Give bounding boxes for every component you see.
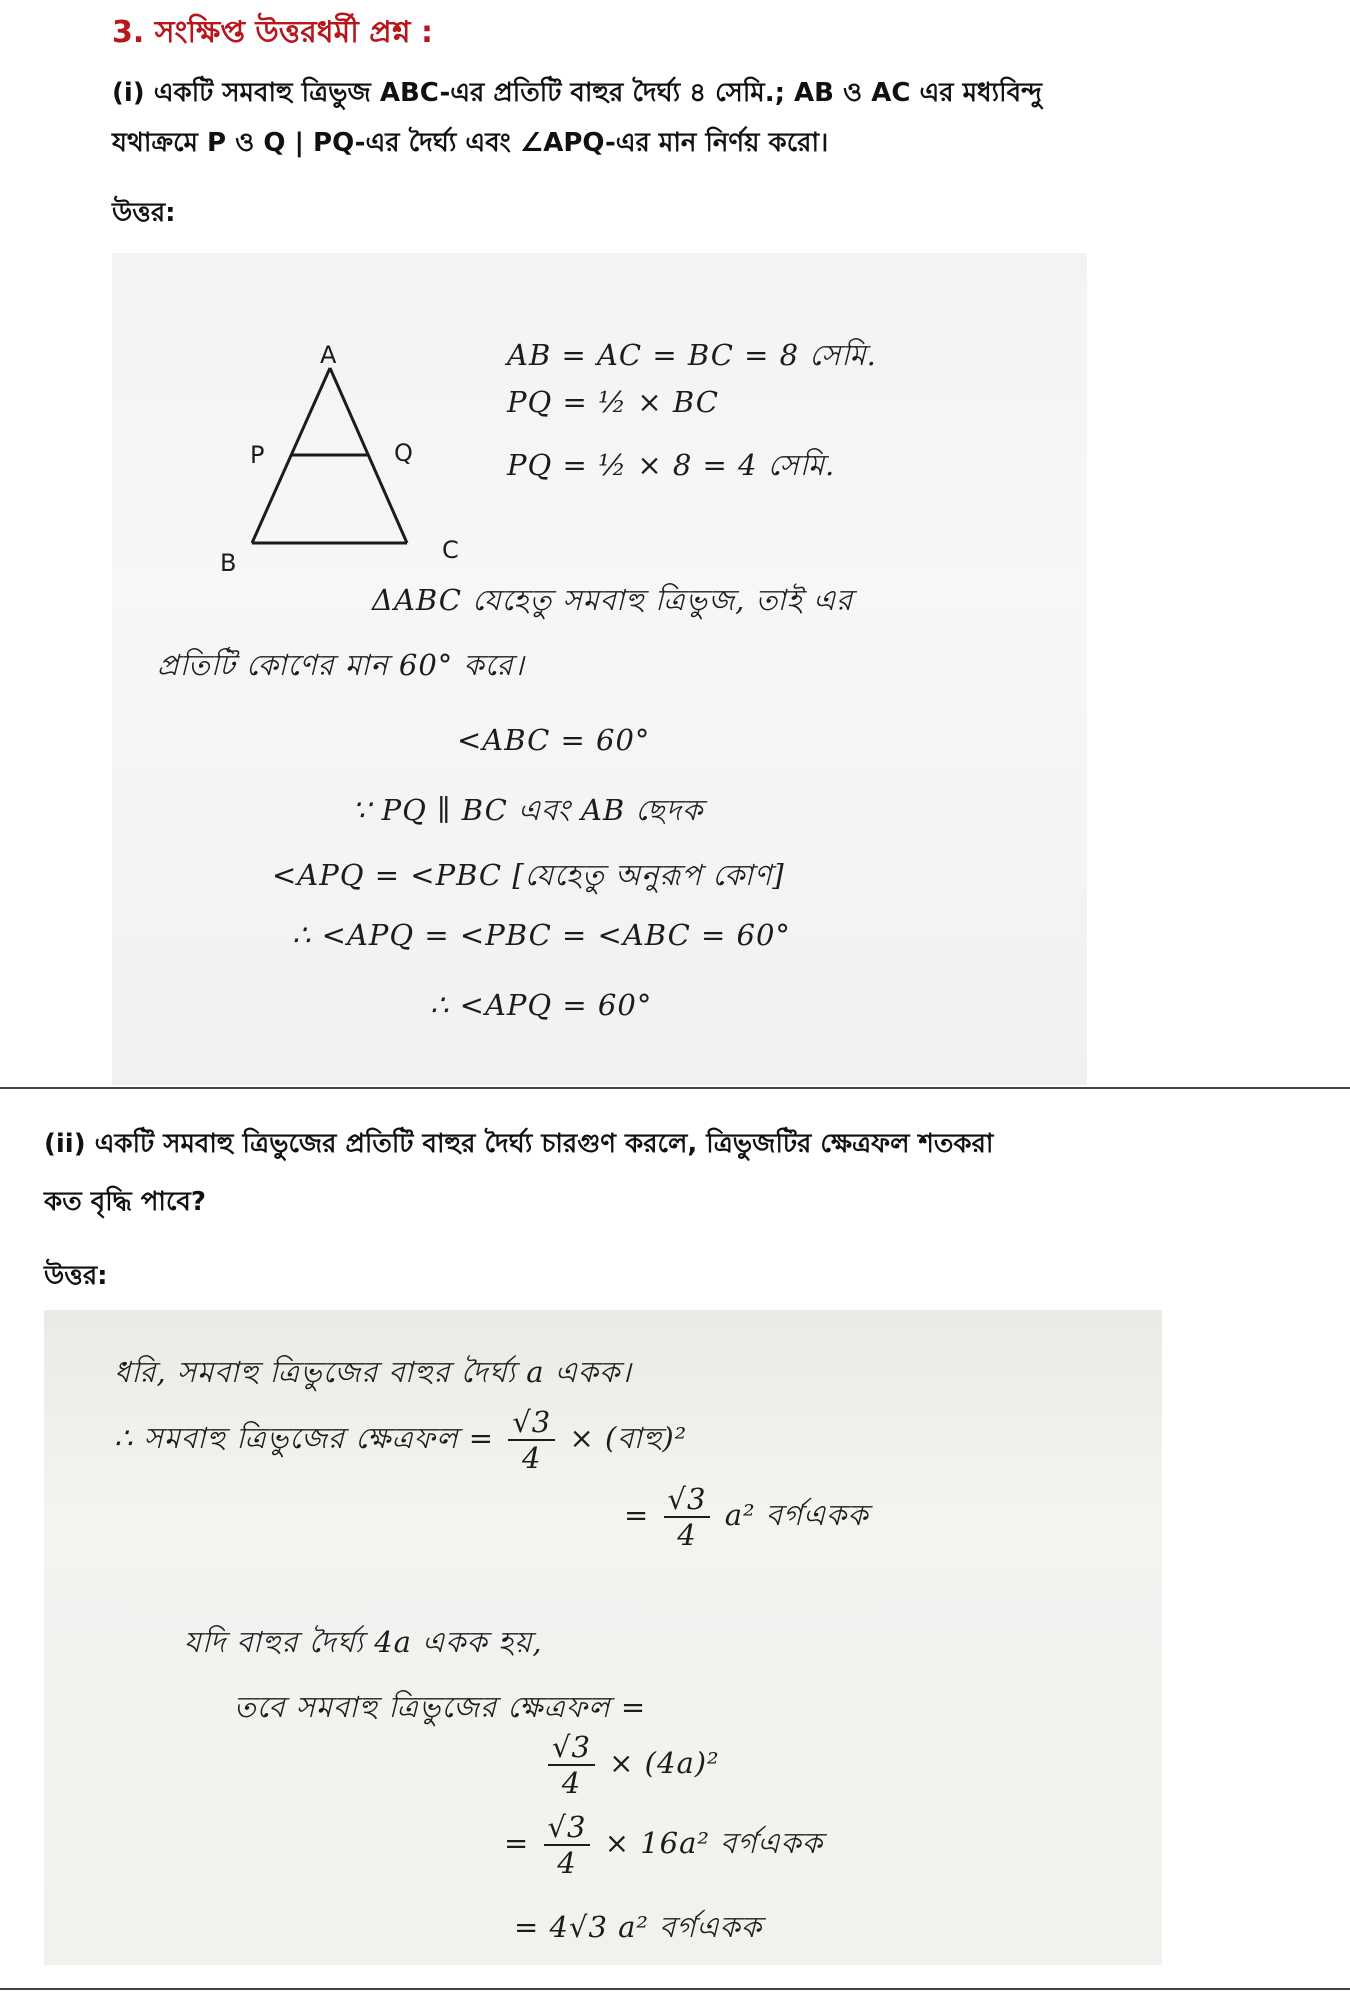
handwriting-line: যদি বাহুর দৈর্ঘ্য 4a একক হয়, xyxy=(184,1625,543,1659)
vertex-label-a: A xyxy=(320,341,337,369)
area-formula-rest: × (বাহু)² xyxy=(569,1421,688,1455)
handwriting-line: ধরি, সমবাহু ত্রিভুজের বাহুর দৈর্ঘ্য a একক। xyxy=(114,1355,632,1389)
handwriting-line: = 4√3 a² বর্গএকক xyxy=(514,1910,763,1944)
handwriting-line xyxy=(544,1730,720,1800)
equals-sign: = xyxy=(624,1498,650,1532)
triangle-diagram xyxy=(112,253,459,593)
question-2 xyxy=(44,1115,1304,1231)
answer-label-2: উত্তর: xyxy=(44,1261,108,1291)
handwriting-line: ∴ <APQ = 60° xyxy=(430,988,653,1022)
question-1 xyxy=(112,68,1262,168)
area-formula-label: ∴ সমবাহু ত্রিভুজের ক্ষেত্রফল = xyxy=(114,1421,495,1455)
answer-label-1: উত্তর: xyxy=(112,198,176,228)
handwritten-answer-2 xyxy=(44,1310,1162,1965)
fraction-denominator: 4 xyxy=(522,1441,542,1475)
area-16a2: × 16a² বর্গএকক xyxy=(604,1826,824,1860)
question-1-line-2: যথাক্রমে P ও Q | PQ-এর দৈর্ঘ্য এবং ∠APQ-এর মান নির্ণয় করো। xyxy=(112,128,829,158)
handwriting-line: ∴ <APQ = <PBC = <ABC = 60° xyxy=(292,918,791,952)
handwriting-line xyxy=(624,1482,869,1552)
handwriting-line xyxy=(504,1810,823,1880)
vertex-label-p: P xyxy=(250,441,265,469)
question-2-line-1: (ii) একটি সমবাহু ত্রিভুজের প্রতিটি বাহুর দৈর্ঘ্য চারগুণ করলে, ত্রিভুজটির ক্ষেত্রফল শতকরা xyxy=(44,1129,994,1159)
fraction-root3-over-4 xyxy=(548,1730,595,1800)
handwriting-line: AB = AC = BC = 8 সেমি. xyxy=(507,338,877,372)
handwriting-line: প্রতিটি কোণের মান 60° করে। xyxy=(157,648,525,682)
handwriting-line: PQ = ½ × BC xyxy=(507,385,719,419)
handwritten-answer-1 xyxy=(112,253,1087,1085)
fraction-denominator: 4 xyxy=(557,1846,577,1880)
handwriting-line: তবে সমবাহু ত্রিভুজের ক্ষেত্রফল = xyxy=(234,1690,647,1724)
fraction-root3-over-4 xyxy=(664,1482,711,1552)
fraction-numerator: √3 xyxy=(548,1730,595,1766)
vertex-label-b: B xyxy=(220,549,237,577)
handwriting-line xyxy=(114,1405,687,1475)
fraction-numerator: √3 xyxy=(508,1405,555,1441)
section-divider xyxy=(0,1087,1350,1089)
handwriting-line: <APQ = <PBC [যেহেতু অনুরূপ কোণ] xyxy=(272,858,785,892)
area-formula-4a: × (4a)² xyxy=(609,1746,720,1780)
equals-sign: = xyxy=(504,1826,530,1860)
area-result: a² বর্গএকক xyxy=(724,1498,869,1532)
vertex-label-q: Q xyxy=(394,439,413,467)
question-1-line-1: (i) একটি সমবাহু ত্রিভুজ ABC-এর প্রতিটি বাহুর দৈর্ঘ্য ৪ সেমি.; AB ও AC এর মধ্যবিন্দু xyxy=(112,78,1042,108)
fraction-root3-over-4 xyxy=(544,1810,591,1880)
question-2-line-2: কত বৃদ্ধি পাবে? xyxy=(44,1187,206,1217)
handwriting-line: ∵ PQ ∥ BC এবং AB ছেদক xyxy=(352,793,704,827)
fraction-denominator: 4 xyxy=(677,1518,697,1552)
fraction-numerator: √3 xyxy=(664,1482,711,1518)
handwriting-line: <ABC = 60° xyxy=(457,723,651,757)
vertex-label-c: C xyxy=(442,536,459,564)
section-divider xyxy=(0,1988,1350,1990)
handwriting-line: PQ = ½ × 8 = 4 সেমি. xyxy=(507,448,836,482)
handwriting-line: ΔABC যেহেতু সমবাহু ত্রিভুজ, তাই এর xyxy=(372,583,854,617)
fraction-root3-over-4 xyxy=(508,1405,555,1475)
fraction-denominator: 4 xyxy=(561,1766,582,1800)
section-title: 3. সংক্ষিপ্ত উত্তরধর্মী প্রশ্ন : xyxy=(112,15,433,50)
fraction-numerator: √3 xyxy=(544,1810,591,1846)
